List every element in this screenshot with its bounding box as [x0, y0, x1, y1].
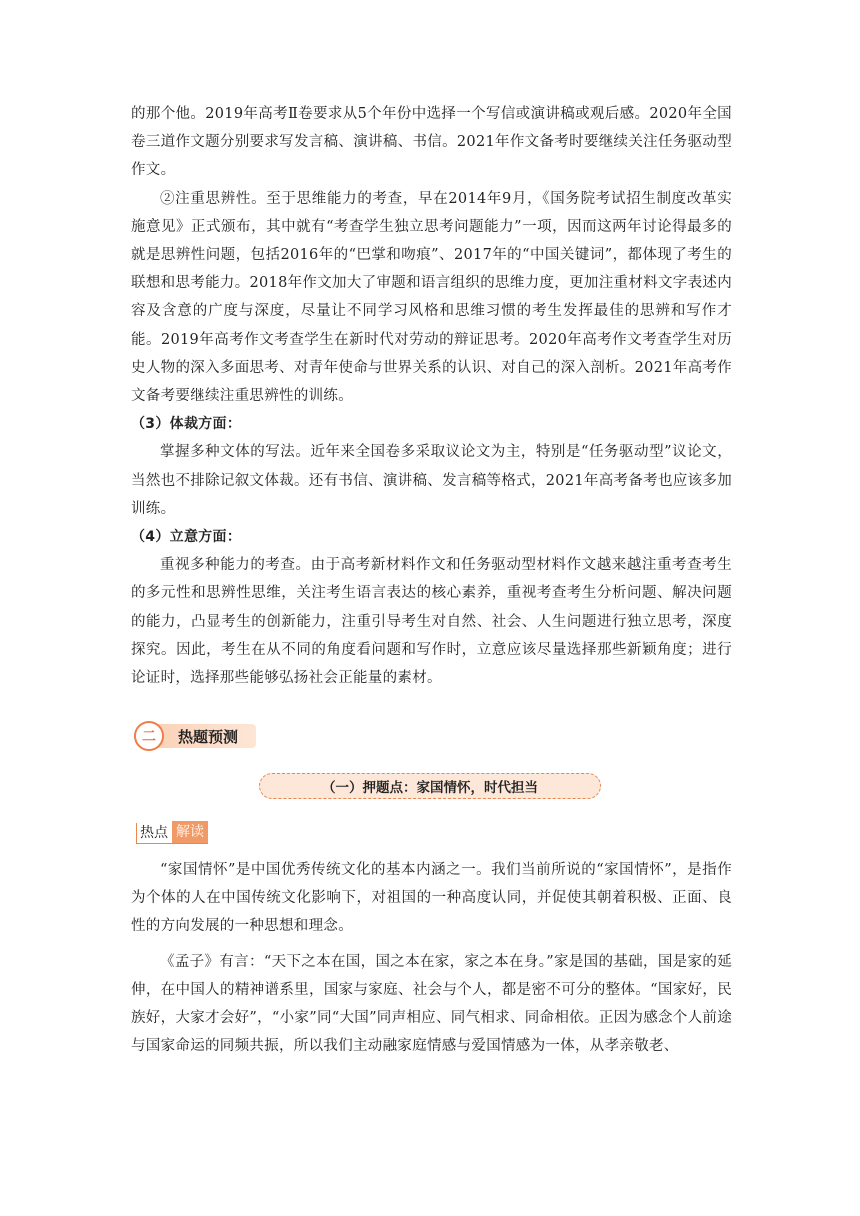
section-number-badge: 二 [134, 721, 164, 751]
paragraph: “家国情怀”是中国优秀传统文化的基本内涵之一。我们当前所说的“家国情怀”，是指作为个体的人在中国传统文化影响下，对祖国的一种高度认同，并促使其朝着积极、正面、良性的方向发展的一种思想和理念。 [131, 862, 732, 935]
paragraph: 《孟子》有言：“天下之本在国，国之本在家，家之本在身。”家是国的基础，国是家的延伸，在中国人的精神谱系里，国家与家庭、社会与个人，都是密不可分的整体。“国家好，民族好，大家才会好”，“小家”同“大国”同声相应、同气相求、同命相依。正因为感念个人前途与国家命运的同频共振，所以我们主动融家庭情感与爱国情感为一体，从孝亲敬老、 [131, 953, 732, 1055]
hotspot-tag [136, 820, 208, 844]
topic-pill-heading: （一）押题点：家国情怀，时代担当 [259, 773, 601, 799]
hotspot-tag-right: 解读 [172, 821, 208, 844]
paragraph: ②注重思辨性。至于思维能力的考查，早在2014年9月，《国务院考试招生制度改革实施意见》正式颁布，其中就有“考查学生独立思考问题能力”一项，因而这两年讨论得最多的就是思辨性问题，包括2016年的“巴掌和吻痕”、2017年的“中国关键词”，都体现了考生的联想和思考能力。2018年作文加大了审题和语言组织的思维力度，更加注重材料文字表述内容及含意的广度与深度，尽量让不同学习风格和思维习惯的考生发挥最佳的思辨和写作才能。2019年高考作文考查学生在新时代对劳动的辩证思考。2020年高考作文考查学生对历史人物的深入多面思考、对青年使命与世界关系的认识、对自己的深入剖析。2021年高考作文备考要继续注重思辨性的训练。 [131, 190, 732, 405]
lower-text-block [131, 856, 732, 1067]
section-title: 热题预测 [156, 724, 256, 748]
paragraph: 的那个他。2019年高考Ⅱ卷要求从5个年份中选择一个写信或演讲稿或观后感。2020年全国卷三道作文题分别要求写发言稿、演讲稿、书信。2021年作文备考时要继续关注任务驱动型作文。 [131, 106, 732, 179]
subsection-heading: （4）立意方面： [131, 529, 242, 546]
subsection-heading: （3）体裁方面： [131, 416, 242, 433]
section-banner [134, 722, 256, 750]
paragraph: 重视多种能力的考查。由于高考新材料作文和任务驱动型材料作文越来越注重考查考生的多元性和思辨性思维，关注考生语言表达的核心素养，重视考查考生分析问题、解决问题的能力，凸显考生的创新能力，注重引导考生对自然、社会、人生问题进行独立思考，深度探究。因此，考生在从不同的角度看问题和写作时，立意应该尽量选择那些新颖角度；进行论证时，选择那些能够弘扬社会正能量的素材。 [131, 557, 732, 687]
hotspot-tag-left: 热点 [136, 823, 172, 844]
upper-text-block [131, 100, 732, 692]
paragraph: 掌握多种文体的写法。近年来全国卷多采取议论文为主，特别是“任务驱动型”议论文，当然也不排除记叙文体裁。还有书信、演讲稿、发言稿等格式，2021年高考备考也应该多加训练。 [131, 444, 732, 517]
